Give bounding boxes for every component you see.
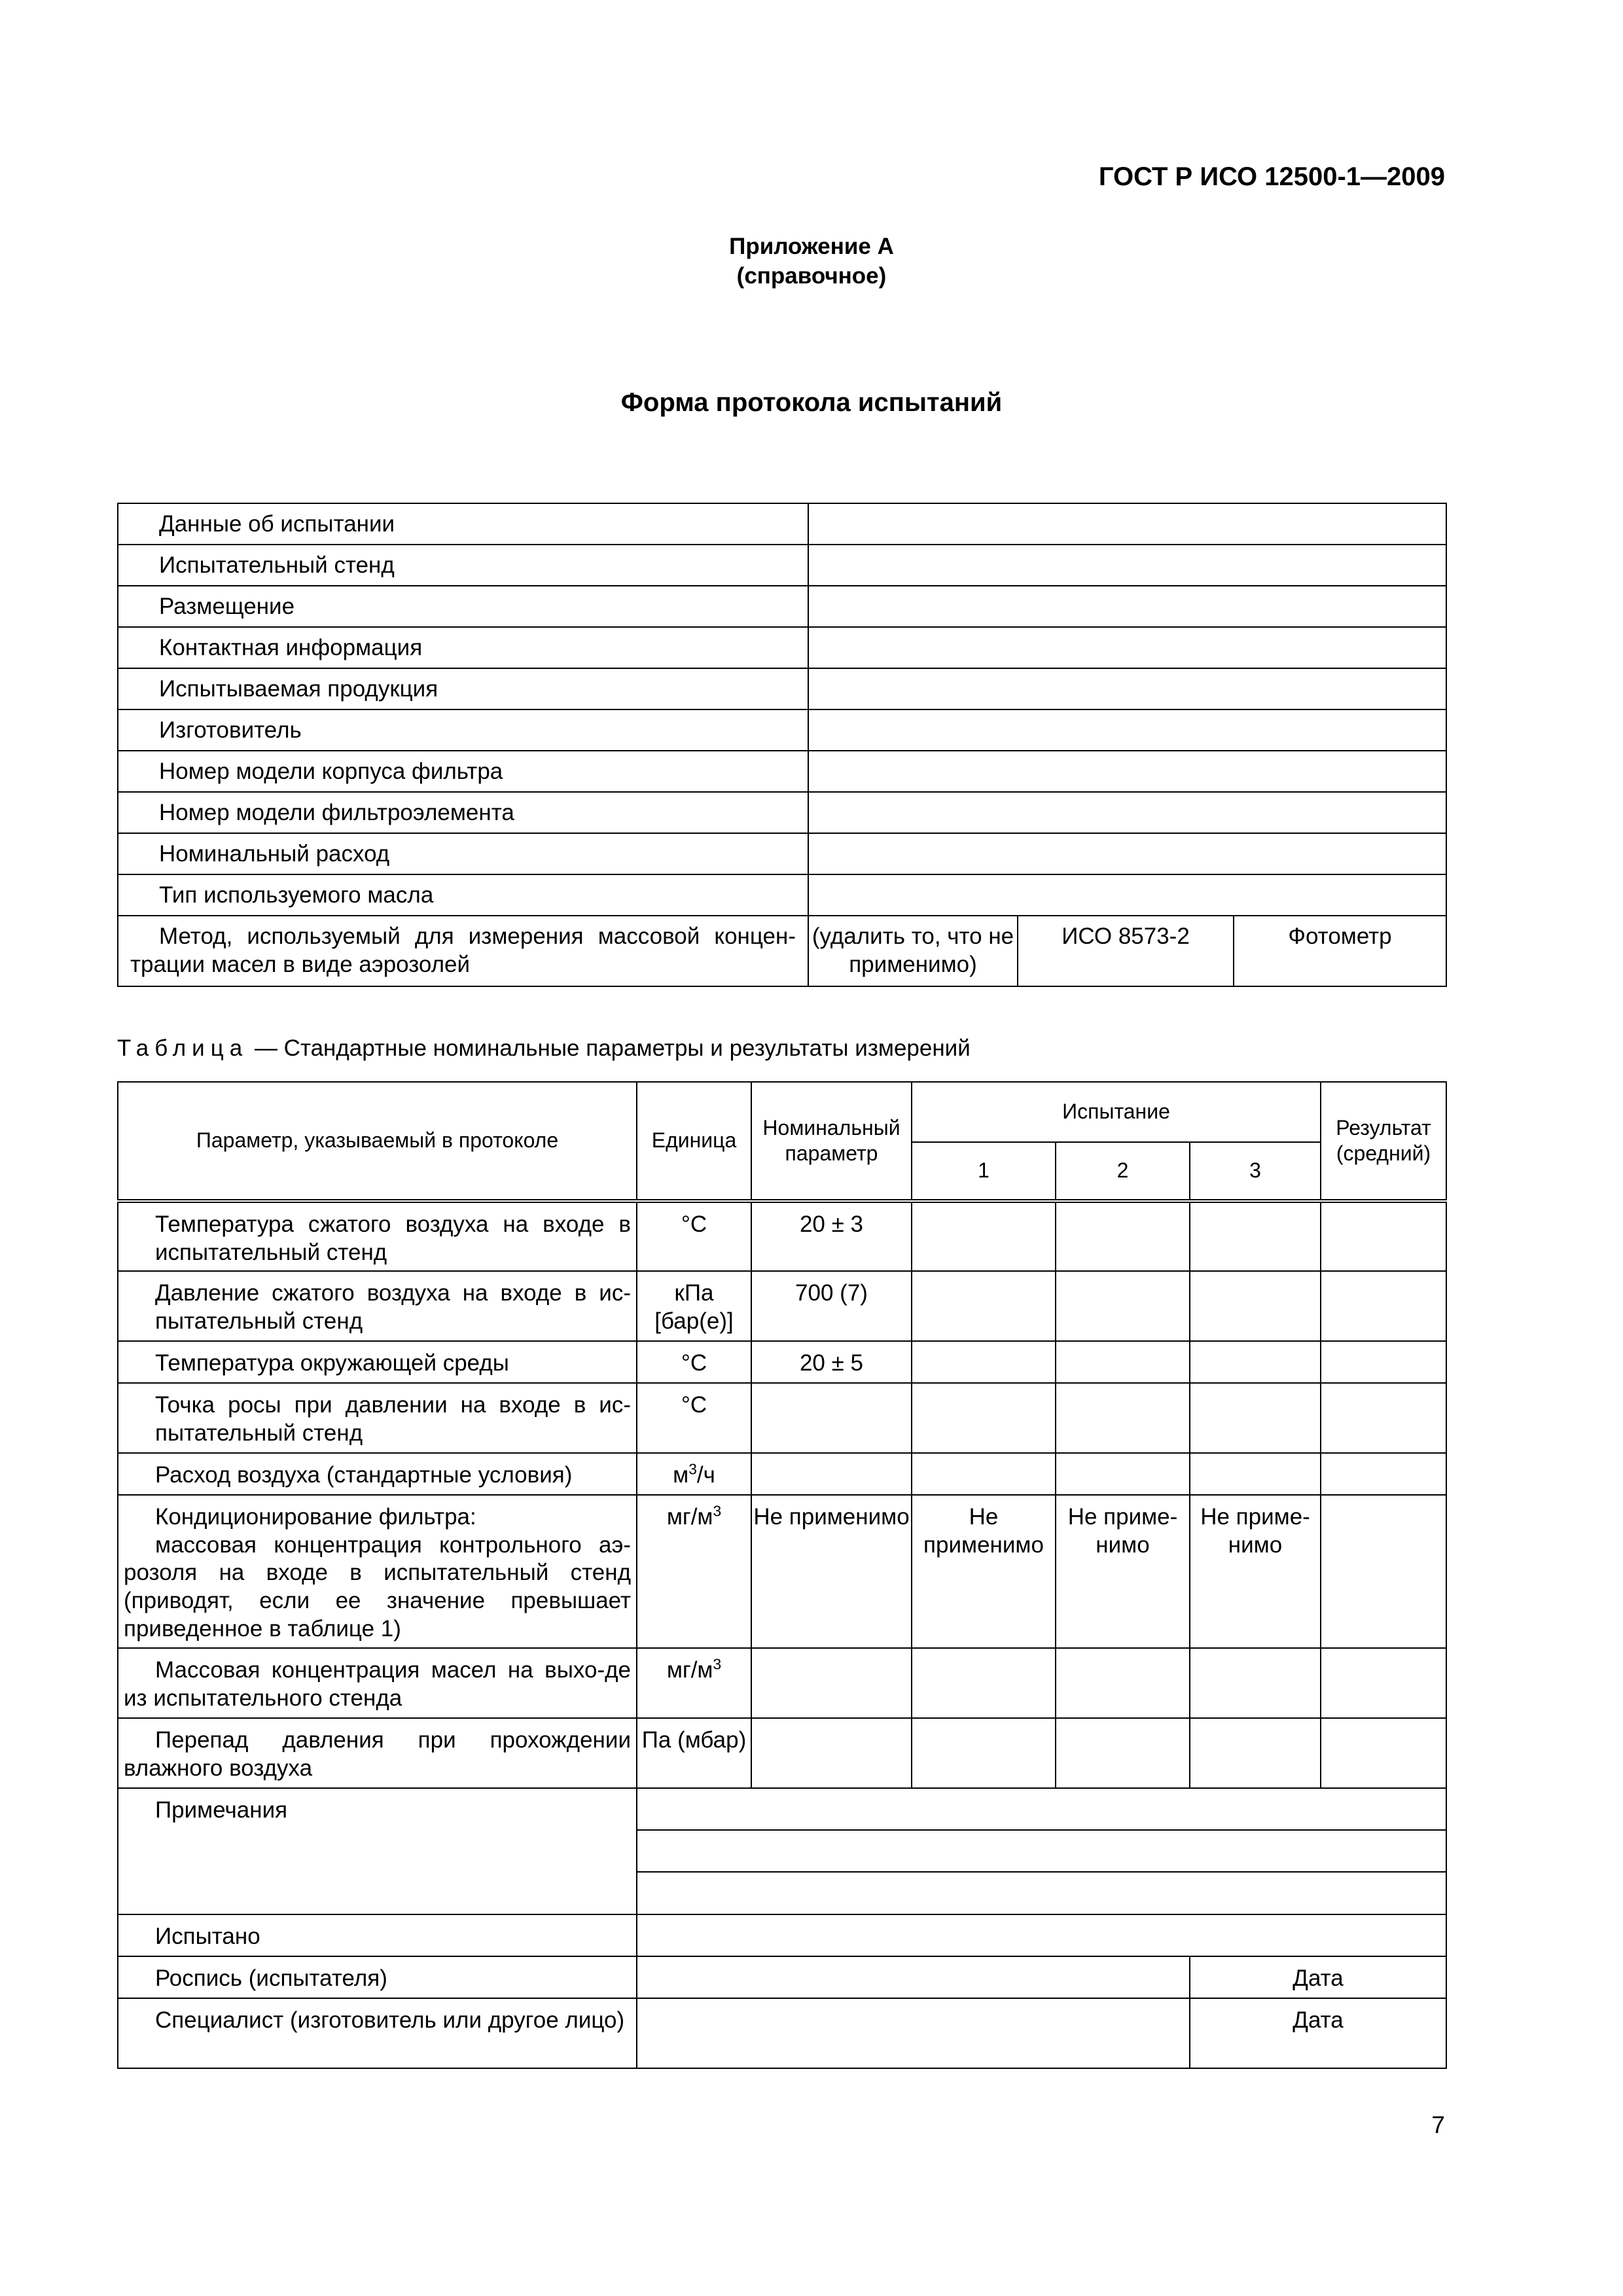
table-row xyxy=(118,1201,1446,1271)
tester-date-label: Дата xyxy=(1190,1956,1446,1998)
test3-cell xyxy=(1190,1271,1321,1341)
unit-cell xyxy=(637,1495,751,1648)
results-table xyxy=(117,1081,1447,2069)
test3-cell xyxy=(1190,1648,1321,1718)
test2-cell xyxy=(1056,1453,1190,1495)
annex-title: Приложение А xyxy=(729,234,894,259)
test2-cell xyxy=(1056,1718,1190,1788)
nominal-cell xyxy=(751,1648,912,1718)
unit-tail: /ч xyxy=(696,1462,715,1488)
test1-cell xyxy=(912,1718,1056,1788)
result-cell xyxy=(1321,1453,1446,1495)
header-test-2: 2 xyxy=(1056,1142,1190,1201)
unit-superscript: 3 xyxy=(713,1655,722,1673)
test-info-label: Данные об испытании xyxy=(118,503,808,545)
result-cell xyxy=(1321,1341,1446,1383)
method-delete-note: (удалить то, что не применимо) xyxy=(808,916,1018,986)
tested-product-value xyxy=(808,668,1446,709)
header-unit: Единица xyxy=(637,1082,751,1201)
method-label: Метод, используемый для измерения массовой концен-трации масел в виде аэрозолей xyxy=(118,916,808,986)
test3-cell xyxy=(1190,1453,1321,1495)
header-test-1: 1 xyxy=(912,1142,1056,1201)
unit-cell: кПа [бар(е)] xyxy=(637,1271,751,1341)
test3-cell xyxy=(1190,1383,1321,1453)
param-cell xyxy=(118,1495,637,1648)
element-model-value xyxy=(808,792,1446,833)
result-cell xyxy=(1321,1495,1446,1648)
test1-cell xyxy=(912,1383,1056,1453)
table-row xyxy=(118,1341,1446,1383)
test1-cell xyxy=(912,1271,1056,1341)
unit-text: мг/м xyxy=(666,1657,713,1683)
form-title: Форма протокола испытаний xyxy=(620,388,1003,417)
nominal-flow-value xyxy=(808,833,1446,874)
param-cell: Давление сжатого воздуха на входе в ис-пытательный стенд xyxy=(118,1271,637,1341)
standard-number: ГОСТ Р ИСО 12500-1—2009 xyxy=(1098,162,1445,191)
param-cell: Температура окружающей среды xyxy=(118,1341,637,1383)
test1-cell: Не применимо xyxy=(912,1495,1056,1648)
unit-cell: Па (мбар) xyxy=(637,1718,751,1788)
header-test-3: 3 xyxy=(1190,1142,1321,1201)
unit-cell: °С xyxy=(637,1383,751,1453)
notes-label: Примечания xyxy=(118,1788,637,1914)
test1-cell xyxy=(912,1201,1056,1271)
method-option-iso: ИСО 8573-2 xyxy=(1018,916,1234,986)
test1-cell xyxy=(912,1648,1056,1718)
notes-line xyxy=(637,1872,1446,1914)
tester-signature-value xyxy=(637,1956,1190,1998)
tested-by-value xyxy=(637,1914,1446,1956)
oil-type-label: Тип используемого масла xyxy=(118,874,808,916)
unit-superscript: 3 xyxy=(713,1502,722,1520)
nominal-cell: 20 ± 3 xyxy=(751,1201,912,1271)
header-result: Результат (средний) xyxy=(1321,1082,1446,1201)
tester-signature-label: Роспись (испытателя) xyxy=(118,1956,637,1998)
element-model-label: Номер модели фильтроэлемента xyxy=(118,792,808,833)
contact-info-value xyxy=(808,627,1446,668)
unit-cell xyxy=(637,1453,751,1495)
location-label: Размещение xyxy=(118,586,808,627)
test2-cell xyxy=(1056,1271,1190,1341)
param-cell: Точка росы при давлении на входе в ис-пытательный стенд xyxy=(118,1383,637,1453)
header-nominal: Номинальный параметр xyxy=(751,1082,912,1201)
page-number: 7 xyxy=(1431,2111,1445,2138)
table-row xyxy=(118,1271,1446,1341)
table-caption-text: — Стандартные номинальные параметры и результаты измерений xyxy=(248,1035,971,1061)
result-cell xyxy=(1321,1271,1446,1341)
table-row xyxy=(118,1648,1446,1718)
nominal-cell xyxy=(751,1718,912,1788)
param-cell: Расход воздуха (стандартные условия) xyxy=(118,1453,637,1495)
nominal-cell xyxy=(751,1383,912,1453)
test3-cell xyxy=(1190,1341,1321,1383)
contact-info-label: Контактная информация xyxy=(118,627,808,668)
specialist-label: Специалист (изготовитель или другое лицо) xyxy=(118,1998,637,2068)
table-row xyxy=(118,1495,1446,1648)
test-stand-value xyxy=(808,545,1446,586)
unit-cell xyxy=(637,1648,751,1718)
nominal-cell xyxy=(751,1453,912,1495)
oil-type-value xyxy=(808,874,1446,916)
table-caption xyxy=(117,1035,971,1062)
manufacturer-label: Изготовитель xyxy=(118,709,808,751)
annex-type: (справочное) xyxy=(736,263,887,289)
table-caption-prefix: Таблица xyxy=(117,1035,249,1061)
housing-model-value xyxy=(808,751,1446,792)
header-test: Испытание xyxy=(912,1082,1321,1142)
specialist-date-label: Дата xyxy=(1190,1998,1446,2068)
result-cell xyxy=(1321,1201,1446,1271)
notes-line xyxy=(637,1830,1446,1872)
location-value xyxy=(808,586,1446,627)
unit-text: мг/м xyxy=(666,1504,713,1530)
result-cell xyxy=(1321,1718,1446,1788)
test1-cell xyxy=(912,1341,1056,1383)
nominal-cell: 700 (7) xyxy=(751,1271,912,1341)
housing-model-label: Номер модели корпуса фильтра xyxy=(118,751,808,792)
specialist-signature-value xyxy=(637,1998,1190,2068)
param-cell: Перепад давления при прохождении влажного воздуха xyxy=(118,1718,637,1788)
test2-cell xyxy=(1056,1383,1190,1453)
unit-superscript: 3 xyxy=(688,1460,697,1478)
test2-cell xyxy=(1056,1341,1190,1383)
test2-cell xyxy=(1056,1201,1190,1271)
table-row xyxy=(118,1718,1446,1788)
tested-product-label: Испытываемая продукция xyxy=(118,668,808,709)
result-cell xyxy=(1321,1383,1446,1453)
table-row xyxy=(118,1383,1446,1453)
test3-cell xyxy=(1190,1718,1321,1788)
tested-by-label: Испытано xyxy=(118,1914,637,1956)
unit-cell: °С xyxy=(637,1201,751,1271)
method-option-photometer: Фотометр xyxy=(1234,916,1446,986)
param-cell: Температура сжатого воздуха на входе в испытательный стенд xyxy=(118,1201,637,1271)
test1-cell xyxy=(912,1453,1056,1495)
nominal-cell: 20 ± 5 xyxy=(751,1341,912,1383)
notes-line xyxy=(637,1788,1446,1830)
param-text: массовая концентрация контрольного аэ-розоля на входе в испытательный стенд (приводят, если ее значение превышает приведенное в таблице 1) xyxy=(124,1532,631,1641)
test2-cell: Не приме-нимо xyxy=(1056,1495,1190,1648)
test-info-table xyxy=(117,503,1447,987)
test2-cell xyxy=(1056,1648,1190,1718)
test3-cell: Не приме-нимо xyxy=(1190,1495,1321,1648)
unit-text: м xyxy=(673,1462,689,1488)
result-cell xyxy=(1321,1648,1446,1718)
table-row xyxy=(118,1453,1446,1495)
nominal-flow-label: Номинальный расход xyxy=(118,833,808,874)
test-stand-label: Испытательный стенд xyxy=(118,545,808,586)
nominal-cell: Не применимо xyxy=(751,1495,912,1648)
header-parameter: Параметр, указываемый в протоколе xyxy=(118,1082,637,1201)
test-info-value xyxy=(808,503,1446,545)
test3-cell xyxy=(1190,1201,1321,1271)
param-cell: Массовая концентрация масел на выхо-де из испытательного стенда xyxy=(118,1648,637,1718)
unit-cell: °С xyxy=(637,1341,751,1383)
param-title: Кондиционирование фильтра: xyxy=(155,1504,476,1530)
manufacturer-value xyxy=(808,709,1446,751)
